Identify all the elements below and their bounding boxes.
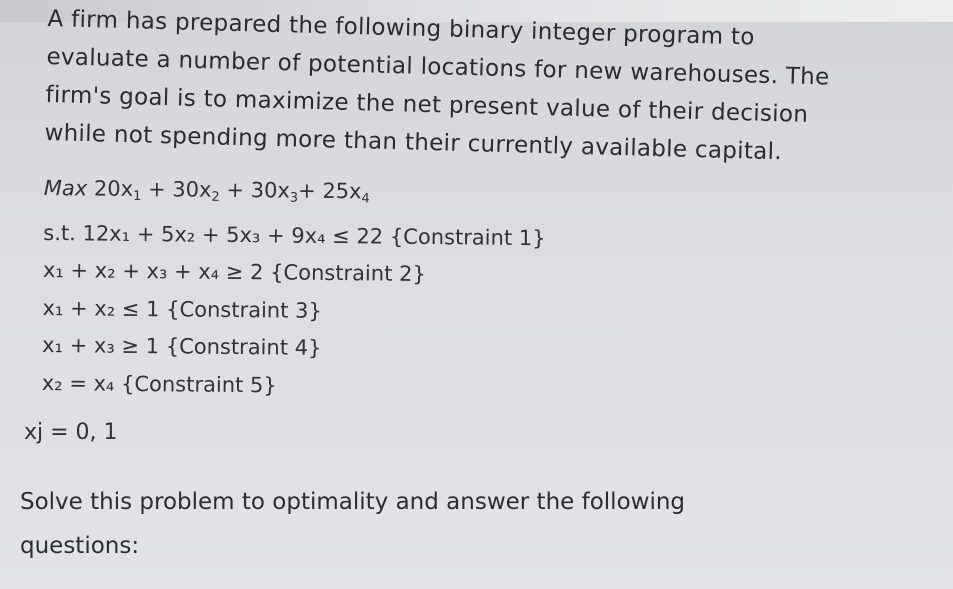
subscript: 2 — [211, 189, 220, 205]
instruction-line: questions: — [20, 533, 140, 559]
integer-program — [42, 170, 547, 408]
objective-term: + 30x — [219, 177, 290, 203]
objective-term: 20x — [93, 176, 134, 201]
objective-term: + 30x — [141, 177, 212, 202]
subscript: 3 — [289, 190, 299, 206]
intro-paragraph — [44, 0, 928, 175]
objective-term: + 25x — [298, 178, 362, 204]
instructions — [20, 480, 920, 568]
instruction-line: Solve this problem to optimality and answer the following — [20, 489, 686, 515]
intro-line: A firm has prepared the following binary integer program to — [47, 5, 756, 51]
objective-prefix: Max — [43, 175, 88, 201]
subscript: 1 — [132, 188, 142, 205]
objective-function — [44, 170, 547, 220]
constraint-5: x₂ = x₄ {Constraint 5} — [41, 370, 277, 398]
intro-line: while not spending more than their currently available capital. — [44, 119, 783, 166]
binary-constraint: xj = 0, 1 — [24, 420, 118, 445]
constraint-2: x₁ + x₂ + x₃ + x₄ ≥ 2 {Constraint 2} — [42, 258, 426, 287]
intro-line: evaluate a number of potential locations for new warehouses. The — [46, 43, 830, 91]
constraint-3: x₁ + x₂ ≤ 1 {Constraint 3} — [42, 295, 322, 323]
subscript: 4 — [361, 191, 370, 207]
constraint-1: s.t. 12x₁ + 5x₂ + 5x₃ + 9x₄ ≤ 22 {Constraint 1} — [43, 220, 546, 250]
constraint-4: x₁ + x₃ ≥ 1 {Constraint 4} — [42, 333, 322, 361]
intro-line: firm's goal is to maximize the net present value of their decision — [45, 81, 809, 128]
